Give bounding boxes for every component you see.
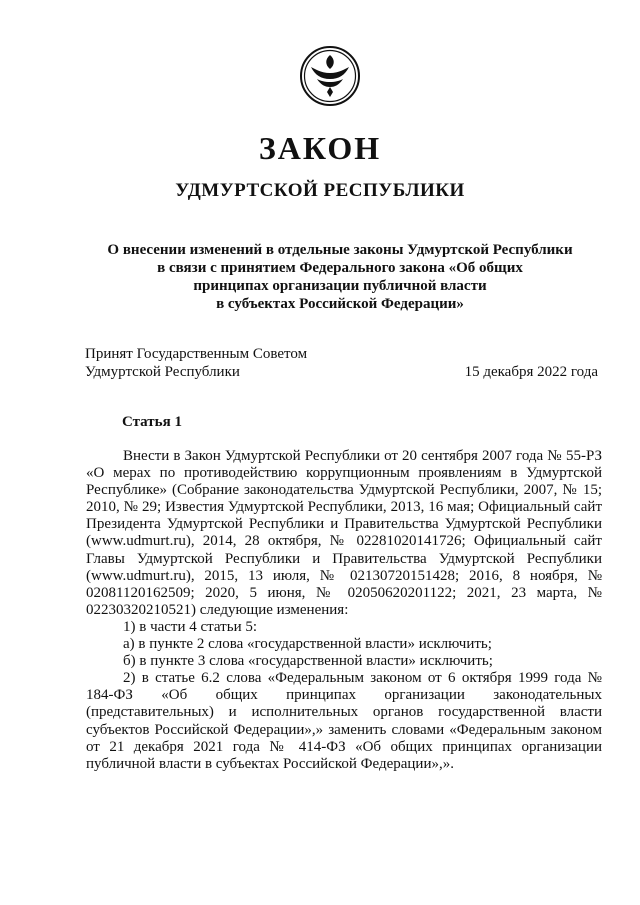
udmurt-emblem-icon [299,45,361,107]
law-heading-line: в субъектах Российской Федерации» [216,296,464,312]
law-heading-line: в связи с принятием Федерального закона «Об общих [157,260,523,276]
law-heading-line: принципах организации публичной власти [193,278,487,294]
adoption-date: 15 декабря 2022 года [464,364,598,380]
adopted-line: Удмуртской Республики [85,364,240,380]
adopted-line: Принят Государственным Советом [85,346,308,362]
article-title: Статья 1 [122,414,182,430]
document-title: ЗАКОН [258,130,382,166]
list-item: а) в пункте 2 слова «государственной власти» исключить; [123,636,492,653]
article-body [86,448,602,773]
list-item: 2) в статье 6.2 слова «Федеральным законом от 6 октября 1999 года № 184-ФЗ «Об общих принципах организации законодательных (представительных) и исполнительных органов государственной власти субъектов Российской Федерации»,» заменить словами «Федеральным законом от 21 декабря 2021 года № 414-ФЗ «Об общих принципах организации публичной власти в субъектах Российской Федерации»,». [86,670,602,772]
list-item: б) в пункте 3 слова «государственной власти» исключить; [123,653,493,670]
list-item: 1) в части 4 статьи 5: [123,618,258,635]
law-heading [60,241,620,313]
adopted-by [85,345,307,381]
article-intro-paragraph: Внести в Закон Удмуртской Республики от 20 сентября 2007 года № 55-РЗ «О мерах по противодействию коррупционным проявлениям в Удмуртской Республике» (Собрание законодательства Удмуртской Республики, 2007, № 15; 2010, № 29; Известия Удмуртской Республики, 2013, 16 мая; Официальный сайт Президента Удмуртской Республики и Правительства Удмуртской Республики (www.udmurt.ru), 2014, 28 октября, № 02281020141726; Официальный сайт Главы Удмуртской Республики и Правительства Удмуртской Республики (www.udmurt.ru), 2015, 13 июля, № 02130720151428; 2016, 8 ноября, № 02081120162509; 2020, 5 июня, № 02050620201122; 2021, 23 марта, № 02230320210521) следующие изменения: [86,448,602,618]
law-heading-line: О внесении изменений в отдельные законы Удмуртской Республики [107,242,573,258]
document-subtitle: УДМУРТСКОЙ РЕСПУБЛИКИ [175,180,465,201]
